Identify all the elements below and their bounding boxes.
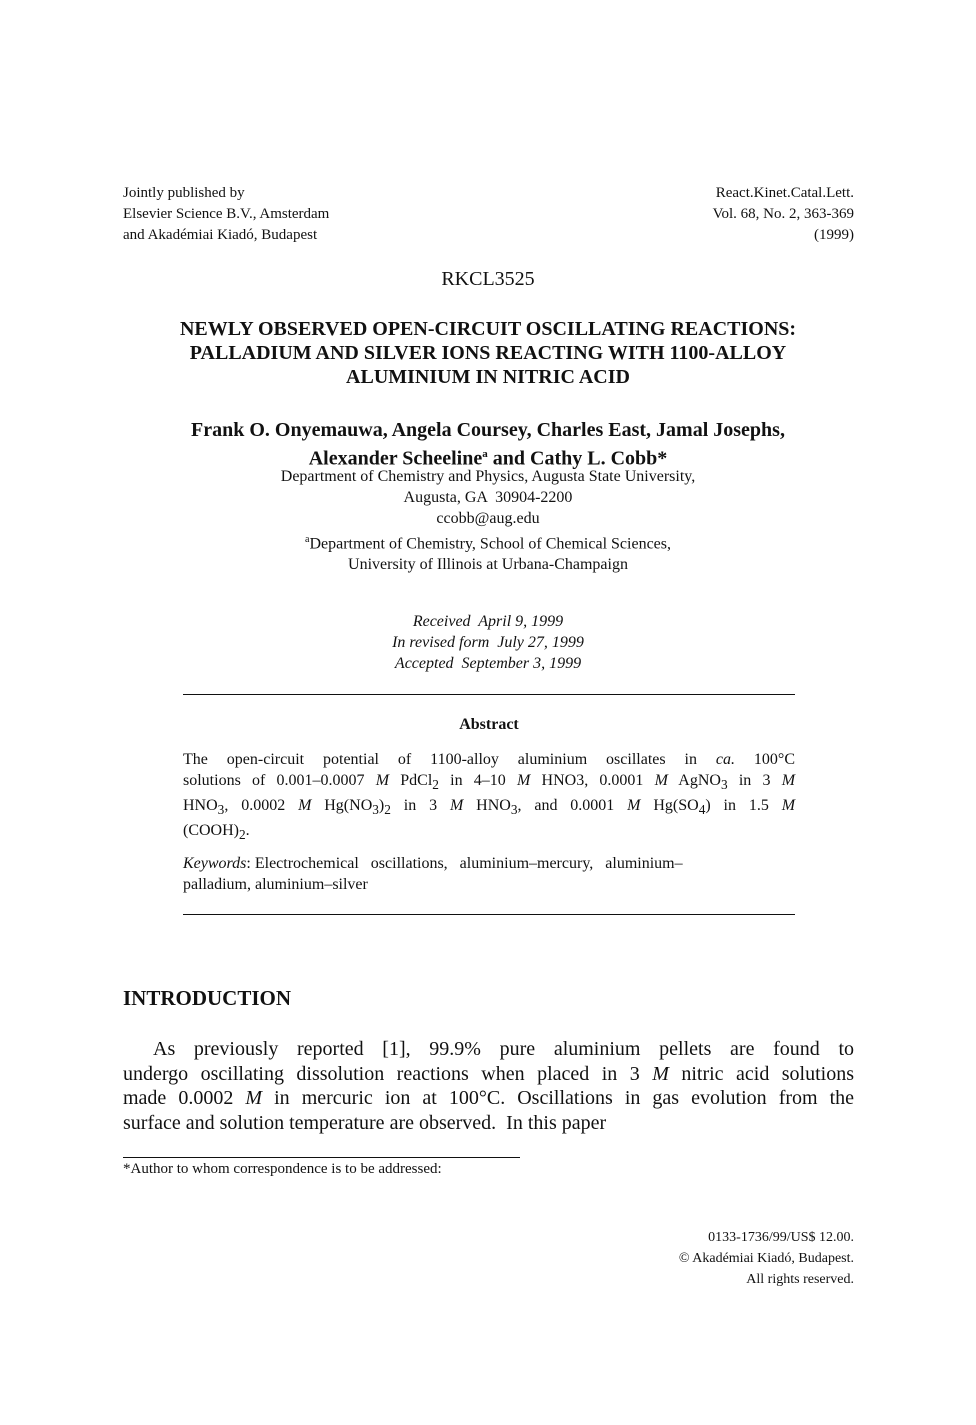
received-date: Received April 9, 1999 [412,613,564,630]
abstract-line: $(COOH)_2$. [183,822,250,843]
keywords-line: palladium, aluminium–silver [183,876,368,893]
publisher-line: Jointly published by [123,185,245,201]
abstract-line: solutions of 0.001–0.0007 M PdCl$_2$ in 4–10 M HNO3, 0.0001 M AgNO$_3$ in 3 M [183,772,796,793]
paper-code: RKCL3525 [441,268,535,290]
keywords-line: Keywords: Electrochemical oscillations, aluminium–mercury, aluminium– [183,855,683,872]
keywords [183,853,795,895]
authors-line: Alexander Scheeline$^a$ and Cathy L. Cobb* [308,447,668,470]
paragraph-line: surface and solution temperature are observed. In this paper [123,1111,607,1134]
publisher-info [123,183,329,246]
title-line: PALLADIUM AND SILVER IONS REACTING WITH 1100-ALLOY [189,342,787,364]
submission-dates [100,611,876,674]
copyright-line: 0133-1736/99/US$ 12.00. [708,1230,854,1245]
affiliation-line: University of Illinois at Urbana-Champaign [348,556,628,574]
abstract-line: The open-circuit potential of 1100-alloy aluminium oscillates in ca. 100°C [183,751,795,768]
journal-info [713,183,854,246]
abstract-top-rule [183,694,795,695]
accepted-date: Accepted September 3, 1999 [394,655,582,672]
keywords-label: Keywords [183,855,247,872]
abstract-heading: Abstract [459,716,519,733]
copyright-line: © Akadémiai Kiadó, Budapest. [678,1251,854,1266]
journal-line: (1999) [814,227,854,243]
paragraph-line: made 0.0002 M in mercuric ion at 100°C. Oscillations in gas evolution from the [123,1087,855,1109]
affiliations [100,466,876,575]
authors-line: Frank O. Onyemauwa, Angela Coursey, Charles East, Jamal Josephs, [191,419,785,441]
paper-title [100,317,876,389]
revised-date: In revised form July 27, 1999 [392,634,584,651]
footnote: *Author to whom correspondence is to be addressed: [123,1161,442,1177]
publisher-line: Elsevier Science B.V., Amsterdam [123,206,330,222]
section-heading-introduction: INTRODUCTION [123,986,292,1010]
abstract-bottom-rule [183,914,795,915]
publisher-line: and Akadémiai Kiadó, Budapest [123,227,318,243]
journal-line: Vol. 68, No. 2, 363-369 [712,206,854,222]
copyright-notice [679,1227,854,1290]
affiliation-line: $^a$Department of Chemistry, School of Chemical Sciences, [305,534,671,553]
copyright-line: All rights reserved. [746,1272,854,1287]
affiliation-line: Augusta, GA 30904-2200 [403,489,573,506]
title-line: ALUMINIUM IN NITRIC ACID [346,366,630,388]
title-line: NEWLY OBSERVED OPEN-CIRCUIT OSCILLATING REACTIONS: [179,318,797,340]
abstract-body [183,749,795,846]
paragraph-line: As previously reported [1], 99.9% pure aluminium pellets are found to [153,1038,854,1060]
email-address: ccobb@aug.edu [436,510,540,527]
footnote-rule [123,1157,520,1158]
abstract-line: $HNO_3$, 0.0002 M $Hg(NO_3)_2$ in 3 M $HNO_3$, and 0.0001 M $Hg(SO_4)$ in 1.5 M [183,797,796,818]
journal-line: React.Kinet.Catal.Lett. [715,185,854,201]
author-list [100,418,876,471]
introduction-paragraph [123,1037,854,1135]
affiliation-line: Department of Chemistry and Physics, Augusta State University, [280,468,696,485]
paragraph-line: undergo oscillating dissolution reactions when placed in 3 M nitric acid solutions [123,1062,855,1085]
